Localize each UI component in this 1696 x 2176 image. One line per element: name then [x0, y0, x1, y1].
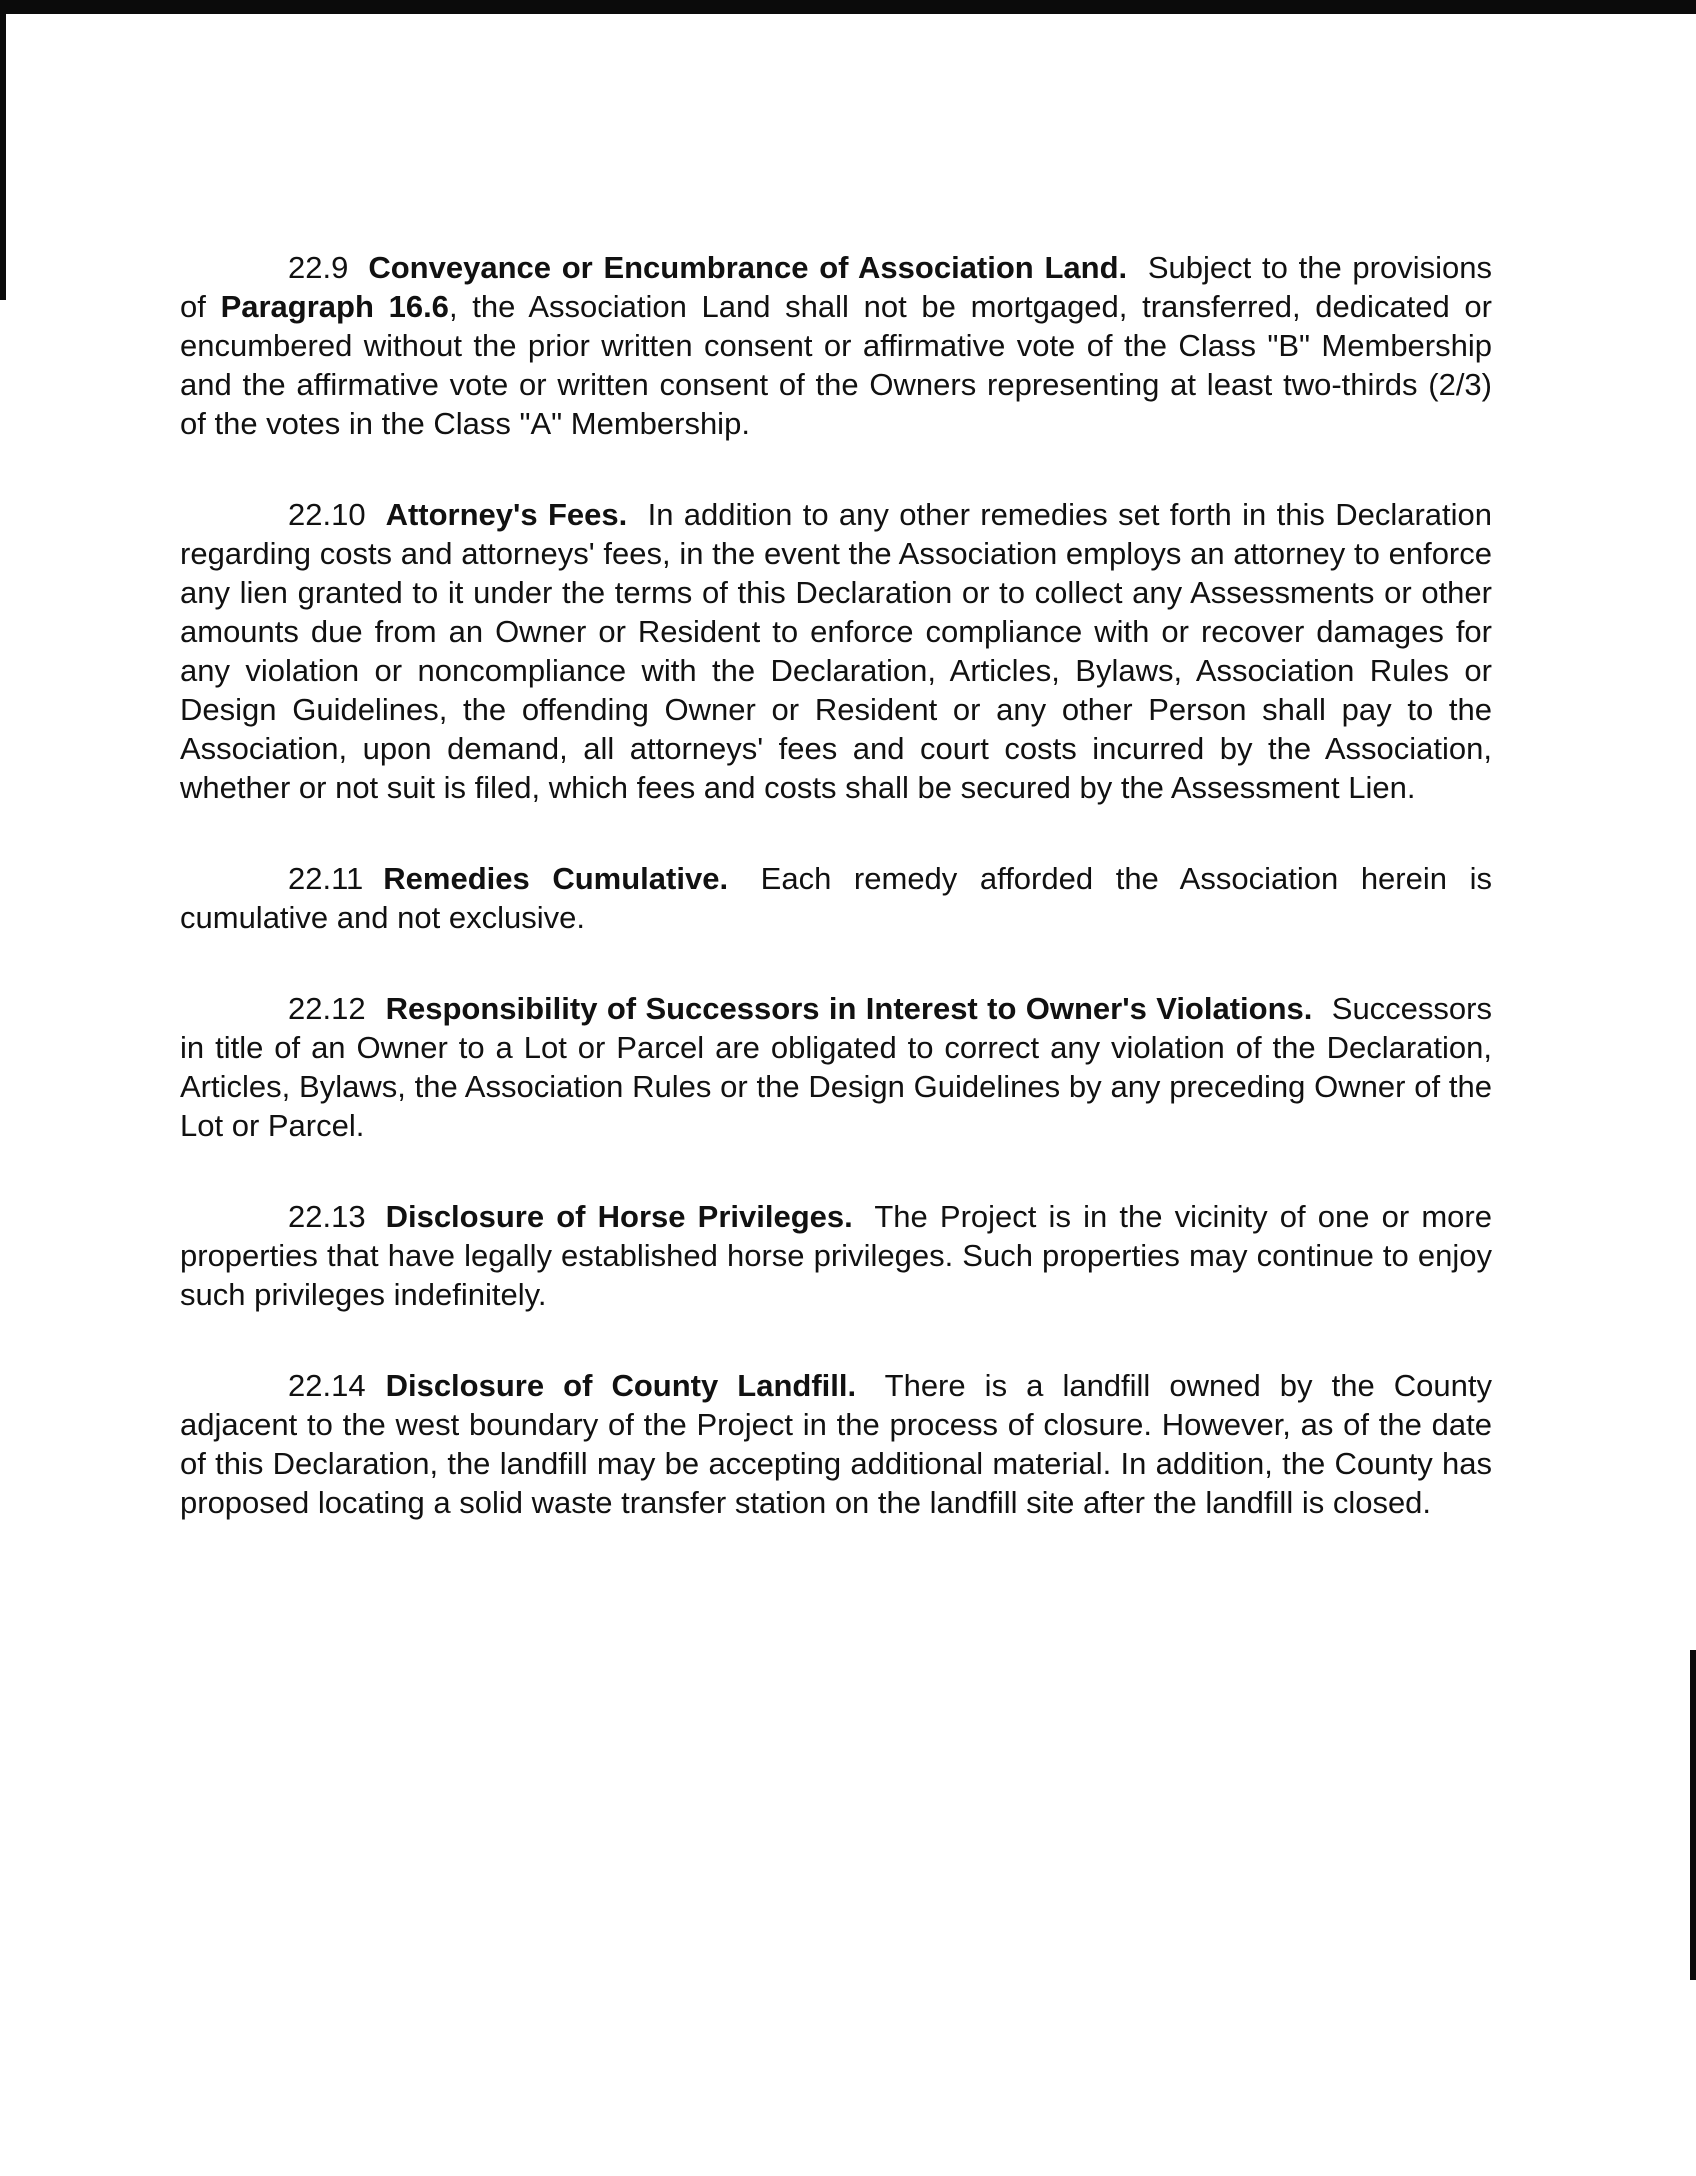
scan-border-left	[0, 0, 6, 300]
section-body: There is a landfill owned by the County adjacent to the west boundary of the Project in the process of closure. However, as of the date of this Declaration, the landfill may be accepting additional material. In addition, the County has proposed locating a solid waste transfer station on the landfill site after the landfill is closed.	[180, 1368, 1492, 1520]
section-number: 22.9	[288, 250, 349, 285]
section-body: Subject to the provisions of	[180, 250, 1492, 324]
section-number: 22.13	[288, 1199, 366, 1234]
section-22-9	[180, 248, 1492, 443]
section-heading: Remedies Cumulative.	[383, 861, 729, 896]
section-22-10	[180, 495, 1492, 807]
scan-border-right	[1690, 1650, 1696, 1980]
section-number: 22.11	[288, 861, 364, 896]
section-body-continued: , the Association Land shall not be mortgaged, transferred, dedicated or encumbered without the prior written consent or affirmative vote of the Class "B" Membership and the affirmative vote or written consent of the Owners representing at least two-thirds (2/3) of the votes in the Class "A" Membership.	[180, 289, 1492, 441]
section-22-14	[180, 1366, 1492, 1522]
document-body	[180, 248, 1492, 1574]
section-heading: Disclosure of County Landfill.	[385, 1368, 857, 1403]
section-heading: Attorney's Fees.	[385, 497, 628, 532]
section-number: 22.14	[288, 1368, 366, 1403]
section-22-13	[180, 1197, 1492, 1314]
section-heading: Responsibility of Successors in Interest to Owner's Violations.	[385, 991, 1313, 1026]
section-number: 22.10	[288, 497, 366, 532]
section-body: The Project is in the vicinity of one or more properties that have legally established horse privileges. Such properties may continue to enjoy such privileges indefinitely.	[180, 1199, 1492, 1312]
section-body: In addition to any other remedies set forth in this Declaration regarding costs and attorneys' fees, in the event the Association employs an attorney to enforce any lien granted to it under the terms of this Declaration or to collect any Assessments or other amounts due from an Owner or Resident to enforce compliance with or recover damages for any violation or noncompliance with the Declaration, Articles, Bylaws, Association Rules or Design Guidelines, the offending Owner or Resident or any other Person shall pay to the Association, upon demand, all attorneys' fees and court costs incurred by the Association, whether or not suit is filed, which fees and costs shall be secured by the Assessment Lien.	[180, 497, 1492, 805]
paragraph-reference: Paragraph 16.6	[220, 289, 449, 324]
scan-border-top	[0, 0, 1696, 14]
section-22-12	[180, 989, 1492, 1145]
section-number: 22.12	[288, 991, 366, 1026]
section-22-11	[180, 859, 1492, 937]
section-body: Successors in title of an Owner to a Lot or Parcel are obligated to correct any violation of the Declaration, Articles, Bylaws, the Association Rules or the Design Guidelines by any preceding Owner of the Lot or Parcel.	[180, 991, 1492, 1143]
section-heading: Conveyance or Encumbrance of Association Land.	[368, 250, 1128, 285]
section-body: Each remedy afforded the Association herein is cumulative and not exclusive.	[180, 861, 1492, 935]
section-heading: Disclosure of Horse Privileges.	[385, 1199, 853, 1234]
